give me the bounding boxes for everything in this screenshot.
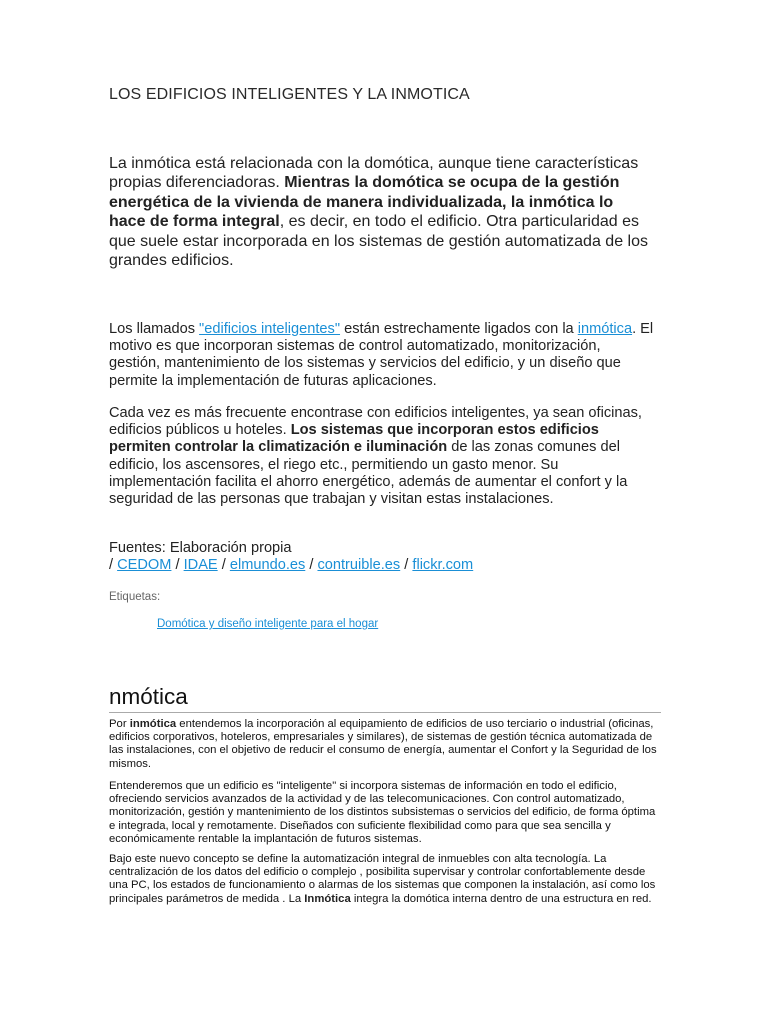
intro-paragraph [109, 154, 654, 270]
section-paragraph-3 [109, 853, 661, 906]
source-link-contruible[interactable]: contruible.es [317, 557, 401, 574]
text: de las zonas comunes del edificio, los ascensores, el riego etc., permitiendo un gasto menor. Su implementación facilita el ahorro energético, además de aumentar el confort y la seguridad de las personas que trabajan y visitan estas instalaciones. [109, 439, 628, 508]
text: Los llamados [109, 321, 200, 337]
text: entendemos la incorporación al equipamiento de edificios de uso terciario o industrial (oficinas, edificios corporativos, hoteleros, empresariales y similares), de sistemas de gestión técnica automatizada de las instalaciones, con el objetivo de reducir el consumo de energía, aumentar el Confort y la Seguridad de los mismos. [109, 718, 657, 770]
text: La inmótica está relacionada con la domótica, aunque tiene características propias diferenciadoras. [109, 155, 639, 192]
text: . El motivo es que incorporan sistemas de control automatizado, monitorización, gestión, mantenimiento de los sistemas y servicios del edificio, y un diseño que permite la implementación de futuras aplicaciones. [109, 321, 654, 389]
section-divider [109, 712, 661, 713]
source-link-flickr[interactable]: flickr.com [412, 557, 474, 574]
bold-text: Inmótica [304, 892, 351, 905]
source-link-cedom[interactable]: CEDOM [117, 557, 172, 574]
smart-buildings-paragraph [109, 321, 654, 390]
tag-link[interactable]: Domótica y diseño inteligente para el hogar [157, 618, 379, 630]
sources-label: Fuentes: Elaboración propia [109, 540, 292, 556]
separator: / [305, 557, 318, 574]
source-link-idae[interactable]: IDAE [183, 557, 218, 574]
bold-text: Mientras la domótica se ocupa de la gestión energética de la vivienda de manera individualizada, la inmótica lo hace de forma integral [109, 174, 620, 231]
text: , es decir, en todo el edificio. Otra particularidad es que suele estar incorporada en los sistemas de gestión automatizada de los grandes edificios. [109, 213, 648, 270]
sources-paragraph [109, 540, 654, 574]
text: integra la domótica interna dentro de una estructura en red. [350, 892, 652, 905]
text: Cada vez es más frecuente encontrase con edificios inteligentes, ya sean oficinas, edificios públicos u hoteles. [109, 405, 642, 439]
separator: / [400, 557, 413, 574]
bold-text: Los sistemas que incorporan estos edificios permiten controlar la climatización e iluminación [109, 422, 599, 456]
text: Bajo este nuevo concepto se define la automatización integral de inmuebles con alta tecnología. La centralización de los datos del edificio o complejo , posibilita supervisar y controlar confortablemente desde una PC, los estados de funcionamiento o alarmas de los sistemas que componen la instalación, así como los principales parámetros de medida . La [109, 853, 656, 905]
tags-label: Etiquetas: [109, 591, 161, 603]
bold-text: inmótica [129, 718, 177, 730]
link-edificios-inteligentes[interactable]: "edificios inteligentes" [199, 321, 341, 337]
separator: / [217, 557, 230, 574]
link-inmotica[interactable]: inmótica [577, 321, 633, 337]
section-heading: nmótica [109, 684, 188, 709]
separator: / [109, 557, 118, 574]
separator: / [171, 557, 184, 574]
page-title: LOS EDIFICIOS INTELIGENTES Y LA INMOTICA [109, 86, 470, 103]
source-link-elmundo[interactable]: elmundo.es [229, 557, 306, 574]
text: Por [109, 718, 130, 730]
text: están estrechamente ligados con la [340, 321, 578, 337]
section-paragraph-1 [109, 718, 661, 771]
section-paragraph-2: Entenderemos que un edificio es "inteligente" si incorpora sistemas de información en todo el edificio, ofreciendo servicios avanzados de la actividad y de las telecomunicaciones. Con control automatizado, monitorización, gestión y mantenimiento de los distintos subsistemas o servicios del edificio, de forma óptima e integrada, local y remotamente. Diseñados con suficiente flexibilidad como para que sea sencilla y económicamente rentable la implantación de futuros sistemas. [109, 780, 656, 845]
systems-paragraph [109, 405, 659, 508]
